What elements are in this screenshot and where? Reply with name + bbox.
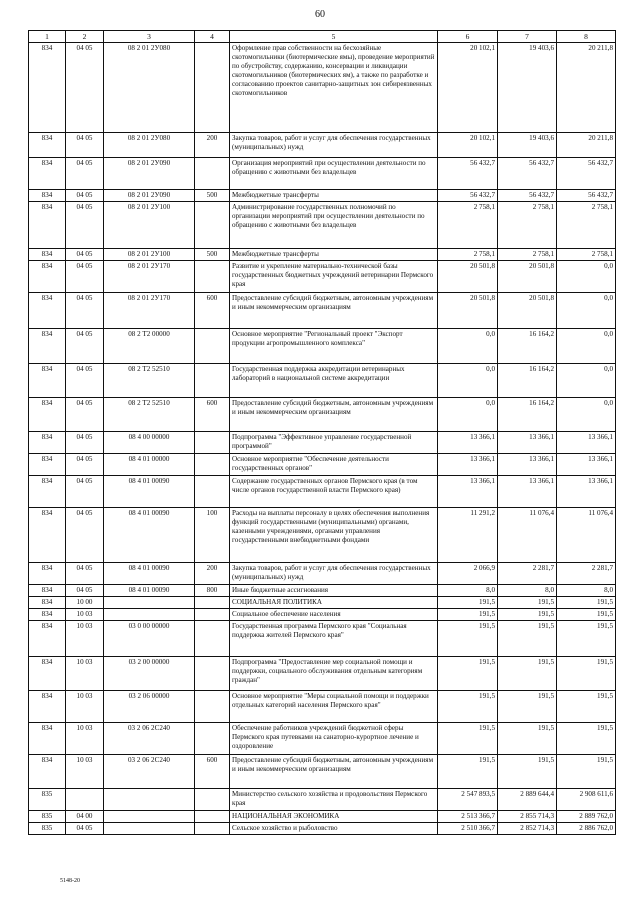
amount-year-1-cell: 0,0: [438, 364, 498, 398]
expense-type-cell: [195, 329, 230, 364]
section-code-cell: 04 05: [66, 508, 104, 563]
target-article-cell: 08 4 01 00090: [104, 563, 195, 585]
expense-type-cell: 100: [195, 508, 230, 563]
table-row: [29, 609, 616, 621]
target-article-cell: [104, 789, 195, 811]
item-name-cell: Подпрограмма "Эффективное управление государственной программой": [230, 432, 438, 454]
amount-year-1-cell: 2 547 893,5: [438, 789, 498, 811]
amount-year-3-cell: 13 366,1: [557, 432, 616, 454]
target-article-cell: 08 2 01 2У080: [104, 43, 195, 133]
table-row: [29, 789, 616, 811]
column-number: 1: [29, 31, 66, 43]
amount-year-2-cell: 191,5: [498, 657, 557, 691]
expense-type-cell: [195, 621, 230, 657]
table-row: [29, 508, 616, 563]
table-row: [29, 202, 616, 249]
expense-type-cell: [195, 657, 230, 691]
item-name-cell: Межбюджетные трансферты: [230, 249, 438, 261]
amount-year-3-cell: 191,5: [557, 691, 616, 723]
item-name-cell: Организация мероприятий при осуществлении деятельности по обращению с животными без владельцев: [230, 158, 438, 190]
ministry-code-cell: 834: [29, 190, 66, 202]
table-row: [29, 755, 616, 789]
item-name-cell: Министерство сельского хозяйства и продовольствия Пермского края: [230, 789, 438, 811]
section-code-cell: 04 05: [66, 476, 104, 508]
expense-type-cell: 200: [195, 133, 230, 158]
amount-year-3-cell: 0,0: [557, 364, 616, 398]
target-article-cell: 08 2 01 2У080: [104, 133, 195, 158]
amount-year-1-cell: 0,0: [438, 398, 498, 432]
amount-year-2-cell: 20 501,8: [498, 293, 557, 329]
item-name-cell: Администрирование государственных полномочий по организации мероприятий при осуществлении деятельности по обращению с животными без владельцев: [230, 202, 438, 249]
amount-year-2-cell: 16 164,2: [498, 398, 557, 432]
expense-type-cell: [195, 789, 230, 811]
ministry-code-cell: 834: [29, 657, 66, 691]
item-name-cell: Содержание государственных органов Пермского края (в том числе органов государственной власти Пермского края): [230, 476, 438, 508]
expense-type-cell: 500: [195, 190, 230, 202]
table-row: [29, 811, 616, 823]
ministry-code-cell: 834: [29, 293, 66, 329]
section-code-cell: 10 03: [66, 657, 104, 691]
amount-year-3-cell: 2 758,1: [557, 249, 616, 261]
table-row: [29, 329, 616, 364]
expense-type-cell: [195, 476, 230, 508]
amount-year-2-cell: 11 076,4: [498, 508, 557, 563]
ministry-code-cell: 834: [29, 158, 66, 190]
amount-year-3-cell: 2 758,1: [557, 202, 616, 249]
amount-year-2-cell: 13 366,1: [498, 432, 557, 454]
section-code-cell: 04 05: [66, 454, 104, 476]
amount-year-1-cell: 56 432,7: [438, 190, 498, 202]
expense-type-cell: [195, 261, 230, 293]
section-code-cell: 04 05: [66, 563, 104, 585]
section-code-cell: 04 05: [66, 364, 104, 398]
expense-type-cell: 500: [195, 249, 230, 261]
item-name-cell: Основное мероприятие "Меры социальной помощи и поддержки отдельных категорий населения Пермского края": [230, 691, 438, 723]
section-code-cell: 04 05: [66, 823, 104, 835]
ministry-code-cell: 834: [29, 398, 66, 432]
column-number: 5: [230, 31, 438, 43]
amount-year-3-cell: 2 281,7: [557, 563, 616, 585]
target-article-cell: 08 2 01 2У090: [104, 190, 195, 202]
expense-type-cell: 600: [195, 293, 230, 329]
ministry-code-cell: 835: [29, 789, 66, 811]
ministry-code-cell: 834: [29, 585, 66, 597]
expense-type-cell: [195, 158, 230, 190]
amount-year-1-cell: 191,5: [438, 597, 498, 609]
item-name-cell: Государственная поддержка аккредитации ветеринарных лабораторий в национальной системе аккредитации: [230, 364, 438, 398]
expense-type-cell: [195, 723, 230, 755]
amount-year-3-cell: 56 432,7: [557, 158, 616, 190]
amount-year-2-cell: 2 758,1: [498, 202, 557, 249]
amount-year-2-cell: 13 366,1: [498, 454, 557, 476]
amount-year-3-cell: 8,0: [557, 585, 616, 597]
section-code-cell: 04 05: [66, 329, 104, 364]
target-article-cell: 08 2 01 2У170: [104, 293, 195, 329]
amount-year-3-cell: 0,0: [557, 293, 616, 329]
item-name-cell: Сельское хозяйство и рыболовство: [230, 823, 438, 835]
ministry-code-cell: 835: [29, 811, 66, 823]
column-number: 6: [438, 31, 498, 43]
amount-year-1-cell: 8,0: [438, 585, 498, 597]
ministry-code-cell: 834: [29, 508, 66, 563]
amount-year-2-cell: 19 403,6: [498, 43, 557, 133]
amount-year-1-cell: 56 432,7: [438, 158, 498, 190]
amount-year-1-cell: 191,5: [438, 621, 498, 657]
amount-year-3-cell: 11 076,4: [557, 508, 616, 563]
ministry-code-cell: 834: [29, 723, 66, 755]
ministry-code-cell: 834: [29, 563, 66, 585]
amount-year-3-cell: 2 889 762,0: [557, 811, 616, 823]
expense-type-cell: [195, 811, 230, 823]
amount-year-3-cell: 2 908 611,6: [557, 789, 616, 811]
item-name-cell: Закупка товаров, работ и услуг для обеспечения государственных (муниципальных) нужд: [230, 563, 438, 585]
page-number: 60: [315, 9, 325, 20]
amount-year-3-cell: 191,5: [557, 609, 616, 621]
amount-year-1-cell: 2 066,9: [438, 563, 498, 585]
table-row: [29, 691, 616, 723]
amount-year-2-cell: 16 164,2: [498, 329, 557, 364]
amount-year-1-cell: 11 291,2: [438, 508, 498, 563]
amount-year-2-cell: 2 855 714,3: [498, 811, 557, 823]
amount-year-2-cell: 2 281,7: [498, 563, 557, 585]
table-row: [29, 261, 616, 293]
section-code-cell: 10 03: [66, 609, 104, 621]
ministry-code-cell: 834: [29, 329, 66, 364]
section-code-cell: 10 03: [66, 723, 104, 755]
target-article-cell: 08 2 Т2 00000: [104, 329, 195, 364]
section-code-cell: 04 05: [66, 585, 104, 597]
amount-year-3-cell: 191,5: [557, 755, 616, 789]
table-row: [29, 597, 616, 609]
section-code-cell: 10 03: [66, 691, 104, 723]
item-name-cell: Государственная программа Пермского края "Социальная поддержка жителей Пермского края": [230, 621, 438, 657]
column-number: 3: [104, 31, 195, 43]
amount-year-2-cell: 191,5: [498, 723, 557, 755]
target-article-cell: 08 4 01 00090: [104, 476, 195, 508]
expense-type-cell: 200: [195, 563, 230, 585]
ministry-code-cell: 834: [29, 609, 66, 621]
table-row: [29, 364, 616, 398]
table-row: [29, 454, 616, 476]
table-row: [29, 398, 616, 432]
section-code-cell: 04 05: [66, 261, 104, 293]
column-number: 2: [66, 31, 104, 43]
item-name-cell: Иные бюджетные ассигнования: [230, 585, 438, 597]
amount-year-2-cell: 13 366,1: [498, 476, 557, 508]
amount-year-3-cell: 191,5: [557, 657, 616, 691]
table-row: [29, 823, 616, 835]
amount-year-1-cell: 20 501,8: [438, 293, 498, 329]
column-number-row: [29, 31, 616, 43]
budget-table: [28, 30, 616, 835]
expense-type-cell: [195, 597, 230, 609]
amount-year-3-cell: 191,5: [557, 597, 616, 609]
expense-type-cell: [195, 364, 230, 398]
amount-year-1-cell: 191,5: [438, 755, 498, 789]
amount-year-1-cell: 20 501,8: [438, 261, 498, 293]
amount-year-3-cell: 191,5: [557, 621, 616, 657]
item-name-cell: Обеспечение работников учреждений бюджетной сферы Пермского края путевками на санаторно-курортное лечение и оздоровление: [230, 723, 438, 755]
amount-year-2-cell: 191,5: [498, 621, 557, 657]
section-code-cell: [66, 789, 104, 811]
amount-year-1-cell: 191,5: [438, 691, 498, 723]
table-row: [29, 158, 616, 190]
column-number: 4: [195, 31, 230, 43]
amount-year-1-cell: 2 510 366,7: [438, 823, 498, 835]
ministry-code-cell: 834: [29, 597, 66, 609]
footer-document-code: 5148-20: [60, 878, 80, 884]
section-code-cell: 04 05: [66, 293, 104, 329]
ministry-code-cell: 834: [29, 755, 66, 789]
target-article-cell: 03 2 06 00000: [104, 691, 195, 723]
item-name-cell: Закупка товаров, работ и услуг для обеспечения государственных (муниципальных) нужд: [230, 133, 438, 158]
expense-type-cell: [195, 454, 230, 476]
item-name-cell: СОЦИАЛЬНАЯ ПОЛИТИКА: [230, 597, 438, 609]
target-article-cell: 08 2 Т2 52510: [104, 364, 195, 398]
amount-year-1-cell: 191,5: [438, 723, 498, 755]
section-code-cell: 04 05: [66, 43, 104, 133]
table-row: [29, 43, 616, 133]
table-row: [29, 723, 616, 755]
expense-type-cell: 800: [195, 585, 230, 597]
amount-year-2-cell: 191,5: [498, 755, 557, 789]
target-article-cell: 08 2 01 2У170: [104, 261, 195, 293]
target-article-cell: [104, 823, 195, 835]
amount-year-3-cell: 20 211,8: [557, 133, 616, 158]
target-article-cell: 08 4 01 00000: [104, 454, 195, 476]
item-name-cell: Социальное обеспечение населения: [230, 609, 438, 621]
section-code-cell: 10 03: [66, 621, 104, 657]
expense-type-cell: [195, 432, 230, 454]
amount-year-2-cell: 2 889 644,4: [498, 789, 557, 811]
ministry-code-cell: 835: [29, 823, 66, 835]
table-row: [29, 585, 616, 597]
item-name-cell: Предоставление субсидий бюджетным, автономным учреждениям и иным некоммерческим организациям: [230, 398, 438, 432]
target-article-cell: 08 2 01 2У100: [104, 249, 195, 261]
target-article-cell: [104, 597, 195, 609]
amount-year-2-cell: 19 403,6: [498, 133, 557, 158]
ministry-code-cell: 834: [29, 364, 66, 398]
expense-type-cell: 600: [195, 755, 230, 789]
target-article-cell: 03 2 00 00000: [104, 657, 195, 691]
amount-year-3-cell: 13 366,1: [557, 476, 616, 508]
amount-year-1-cell: 20 102,1: [438, 43, 498, 133]
section-code-cell: 04 05: [66, 202, 104, 249]
item-name-cell: Основное мероприятие "Региональный проект "Экспорт продукции агропромышленного комплекса": [230, 329, 438, 364]
section-code-cell: 10 00: [66, 597, 104, 609]
ministry-code-cell: 834: [29, 249, 66, 261]
section-code-cell: 04 05: [66, 432, 104, 454]
item-name-cell: Развитие и укрепление материально-технической базы государственных бюджетных учреждений ветеринарии Пермского края: [230, 261, 438, 293]
item-name-cell: Основное мероприятие "Обеспечение деятельности государственных органов": [230, 454, 438, 476]
table-row: [29, 133, 616, 158]
section-code-cell: 04 05: [66, 249, 104, 261]
table-row: [29, 621, 616, 657]
ministry-code-cell: 834: [29, 133, 66, 158]
amount-year-2-cell: 8,0: [498, 585, 557, 597]
target-article-cell: 03 2 06 2С240: [104, 755, 195, 789]
amount-year-2-cell: 16 164,2: [498, 364, 557, 398]
target-article-cell: 08 4 01 00090: [104, 585, 195, 597]
ministry-code-cell: 834: [29, 454, 66, 476]
table-row: [29, 657, 616, 691]
amount-year-1-cell: 0,0: [438, 329, 498, 364]
ministry-code-cell: 834: [29, 476, 66, 508]
expense-type-cell: [195, 823, 230, 835]
amount-year-1-cell: 13 366,1: [438, 454, 498, 476]
target-article-cell: 08 2 Т2 52510: [104, 398, 195, 432]
target-article-cell: 08 2 01 2У100: [104, 202, 195, 249]
column-number: 7: [498, 31, 557, 43]
section-code-cell: 04 05: [66, 190, 104, 202]
table-row: [29, 432, 616, 454]
amount-year-2-cell: 56 432,7: [498, 190, 557, 202]
amount-year-1-cell: 2 513 366,7: [438, 811, 498, 823]
item-name-cell: Оформление прав собственности на бесхозяйные скотомогильники (биотермические ямы), проведение мероприятий по обустройству, содержанию, консервации и ликвидации скотомогильников (биотермических ям), а также по разработке и согласованию проектов санитарно-защитных зон сибиреязвенных скотомогильников: [230, 43, 438, 133]
ministry-code-cell: 834: [29, 261, 66, 293]
section-code-cell: 04 05: [66, 398, 104, 432]
amount-year-2-cell: 56 432,7: [498, 158, 557, 190]
target-article-cell: 08 4 01 00090: [104, 508, 195, 563]
amount-year-2-cell: 191,5: [498, 609, 557, 621]
section-code-cell: 10 03: [66, 755, 104, 789]
amount-year-1-cell: 13 366,1: [438, 476, 498, 508]
expense-type-cell: 600: [195, 398, 230, 432]
amount-year-1-cell: 191,5: [438, 657, 498, 691]
amount-year-2-cell: 191,5: [498, 691, 557, 723]
target-article-cell: 03 0 00 00000: [104, 621, 195, 657]
amount-year-1-cell: 13 366,1: [438, 432, 498, 454]
amount-year-3-cell: 0,0: [557, 261, 616, 293]
amount-year-3-cell: 0,0: [557, 329, 616, 364]
table-row: [29, 563, 616, 585]
table-row: [29, 190, 616, 202]
item-name-cell: Межбюджетные трансферты: [230, 190, 438, 202]
item-name-cell: НАЦИОНАЛЬНАЯ ЭКОНОМИКА: [230, 811, 438, 823]
target-article-cell: 08 4 00 00000: [104, 432, 195, 454]
amount-year-2-cell: 20 501,8: [498, 261, 557, 293]
target-article-cell: 08 2 01 2У090: [104, 158, 195, 190]
amount-year-3-cell: 2 886 762,0: [557, 823, 616, 835]
ministry-code-cell: 834: [29, 621, 66, 657]
target-article-cell: 03 2 06 2С240: [104, 723, 195, 755]
amount-year-3-cell: 20 211,8: [557, 43, 616, 133]
section-code-cell: 04 05: [66, 133, 104, 158]
amount-year-1-cell: 20 102,1: [438, 133, 498, 158]
item-name-cell: Предоставление субсидий бюджетным, автономным учреждениям и иным некоммерческим организациям: [230, 755, 438, 789]
expense-type-cell: [195, 609, 230, 621]
amount-year-3-cell: 56 432,7: [557, 190, 616, 202]
ministry-code-cell: 834: [29, 43, 66, 133]
target-article-cell: [104, 811, 195, 823]
amount-year-1-cell: 2 758,1: [438, 249, 498, 261]
item-name-cell: Подпрограмма "Предоставление мер социальной помощи и поддержки, социального обслуживания отдельным категориям граждан": [230, 657, 438, 691]
ministry-code-cell: 834: [29, 202, 66, 249]
amount-year-1-cell: 2 758,1: [438, 202, 498, 249]
expense-type-cell: [195, 691, 230, 723]
table-row: [29, 293, 616, 329]
amount-year-2-cell: 2 758,1: [498, 249, 557, 261]
section-code-cell: 04 05: [66, 158, 104, 190]
amount-year-2-cell: 2 852 714,3: [498, 823, 557, 835]
amount-year-1-cell: 191,5: [438, 609, 498, 621]
amount-year-3-cell: 13 366,1: [557, 454, 616, 476]
ministry-code-cell: 834: [29, 691, 66, 723]
item-name-cell: Расходы на выплаты персоналу в целях обеспечения выполнения функций государственными (муниципальными) органами, казенными учреждениями, органами управления государственными внебюджетными фондами: [230, 508, 438, 563]
amount-year-3-cell: 191,5: [557, 723, 616, 755]
expense-type-cell: [195, 43, 230, 133]
target-article-cell: [104, 609, 195, 621]
amount-year-2-cell: 191,5: [498, 597, 557, 609]
amount-year-3-cell: 0,0: [557, 398, 616, 432]
table-row: [29, 476, 616, 508]
column-number: 8: [557, 31, 616, 43]
ministry-code-cell: 834: [29, 432, 66, 454]
item-name-cell: Предоставление субсидий бюджетным, автономным учреждениям и иным некоммерческим организациям: [230, 293, 438, 329]
section-code-cell: 04 00: [66, 811, 104, 823]
table-row: [29, 249, 616, 261]
table-body: [29, 31, 616, 835]
expense-type-cell: [195, 202, 230, 249]
